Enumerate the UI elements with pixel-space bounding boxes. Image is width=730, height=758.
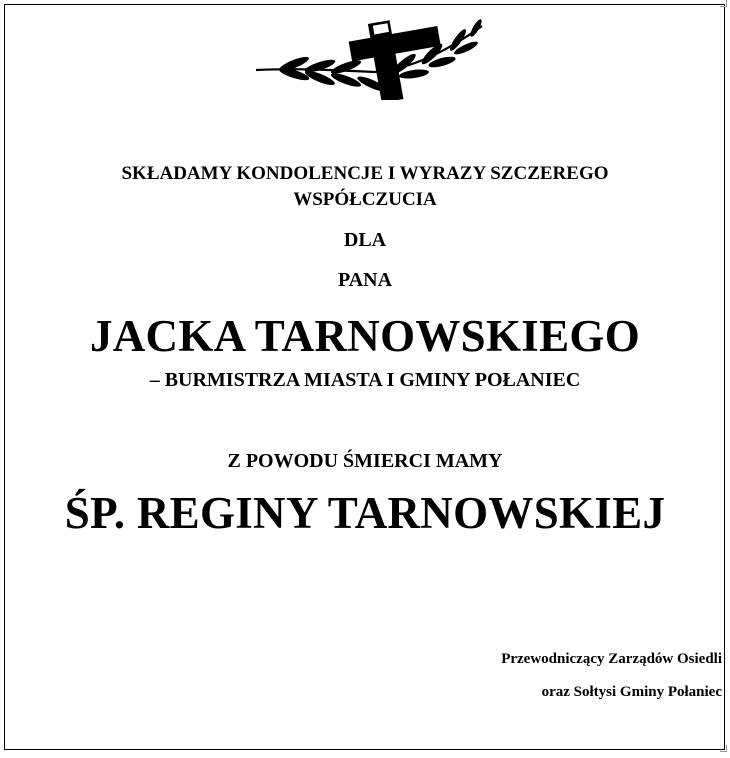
page-corner-mark bbox=[720, 745, 727, 752]
condolence-line-1: SKŁADAMY KONDOLENCJE I WYRAZY SZCZEREGO bbox=[121, 163, 609, 184]
signature-line-2: oraz Sołtysi Gminy Połaniec bbox=[541, 684, 722, 700]
page-corner-mark bbox=[720, 0, 727, 7]
signature-line-1: Przewodniczący Zarządów Osiedli bbox=[501, 651, 722, 667]
deceased-name: ŚP. REGINY TARNOWSKIEJ bbox=[64, 488, 666, 538]
mister-label: PANA bbox=[337, 269, 393, 291]
for-label: DLA bbox=[343, 229, 387, 251]
cross-with-laurel-branch-icon bbox=[254, 12, 486, 100]
condolence-line-2: WSPÓŁCZUCIA bbox=[293, 189, 437, 210]
recipient-role: – BURMISTRZA MIASTA I GMINY POŁANIEC bbox=[149, 369, 581, 391]
reason-line: Z POWODU ŚMIERCI MAMY bbox=[227, 450, 503, 472]
recipient-name: JACKA TARNOWSKIEGO bbox=[89, 311, 641, 361]
